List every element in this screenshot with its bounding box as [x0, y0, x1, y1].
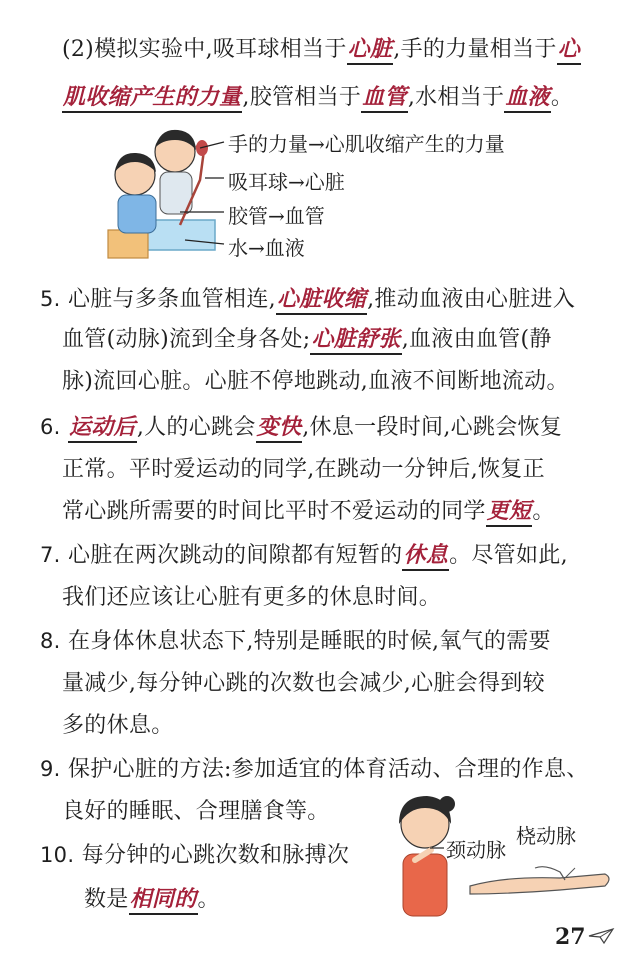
label-radial-artery: 桡动脉: [516, 824, 576, 848]
question-number: 5.: [40, 287, 61, 311]
text: ,手的力量相当于: [393, 37, 557, 62]
wrist-illustration: [465, 858, 615, 900]
q7-line-2: 我们还应该让心脏有更多的休息时间。: [62, 585, 442, 610]
text: 。: [197, 887, 220, 912]
text: 在身体休息状态下,特别是睡眠的时候,氧气的需要: [67, 629, 551, 654]
answer-faster: 变快: [256, 414, 303, 443]
question-number: 9.: [40, 757, 61, 781]
text: 心脏在两次跳动的间隙都有短暂的: [67, 543, 403, 568]
figure1-label-water: 水→血液: [228, 236, 305, 260]
question-number: 6.: [40, 415, 61, 439]
question-number: 10.: [40, 843, 75, 867]
text: 每分钟的心跳次数和脉搏次: [81, 843, 350, 868]
text: 数是: [84, 887, 129, 912]
answer-vessel: 血管: [361, 84, 408, 113]
page-number: 27: [555, 924, 586, 950]
text: ,血液由血管(静: [401, 327, 552, 352]
q8-line-3: 多的休息。: [62, 713, 174, 738]
text: 。: [532, 499, 555, 524]
text: 。尽管如此,: [449, 543, 568, 568]
answer-force-part2: 肌收缩产生的力量: [62, 84, 242, 113]
answer-contract: 心脏收缩: [276, 286, 367, 315]
figure1-label-tube: 胶管→血管: [228, 204, 325, 228]
text: ,人的心跳会: [136, 415, 256, 440]
q5-line-3: 脉)流回心脏。心脏不停地跳动,血液不间断地流动。: [62, 369, 569, 394]
text: ,休息一段时间,心跳会恢复: [302, 415, 563, 440]
q6-line-2: 正常。平时爱运动的同学,在跳动一分钟后,恢复正: [62, 457, 545, 482]
text: 心脏与多条血管相连,: [67, 287, 276, 312]
q8-line-2: 量减少,每分钟心跳的次数也会减少,心脏会得到较: [62, 671, 545, 696]
answer-same: 相同的: [129, 886, 198, 915]
text: ,水相当于: [407, 85, 505, 110]
text: 常心跳所需要的时间比平时不爱运动的同学: [62, 499, 486, 524]
answer-after-exercise: 运动后: [68, 414, 137, 443]
figure1-label-force: 手的力量→心肌收缩产生的力量: [228, 132, 505, 156]
text: ,胶管相当于: [242, 85, 362, 110]
question-number: 8.: [40, 629, 61, 653]
text: (2)模拟实验中,吸耳球相当于: [62, 37, 347, 62]
paper-plane-icon: [588, 928, 614, 944]
answer-relax: 心脏舒张: [310, 326, 401, 355]
answer-shorter: 更短: [486, 498, 533, 527]
text: ,推动血液由心脏进入: [367, 287, 576, 312]
text: 血管(动脉)流到全身各处;: [62, 327, 311, 352]
answer-blood: 血液: [504, 84, 551, 113]
question-number: 7.: [40, 543, 61, 567]
text: 保护心脏的方法:参加适宜的体育活动、合理的作息、: [67, 757, 589, 782]
answer-force-part1: 心: [557, 36, 581, 65]
label-carotid-artery: 颈动脉: [446, 838, 506, 862]
answer-heart: 心脏: [347, 36, 394, 65]
text: 。: [550, 85, 574, 110]
answer-rest: 休息: [402, 542, 449, 571]
figure1-label-bulb: 吸耳球→心脏: [228, 170, 345, 194]
q9-line-2: 良好的睡眠、合理膳食等。: [62, 799, 330, 824]
